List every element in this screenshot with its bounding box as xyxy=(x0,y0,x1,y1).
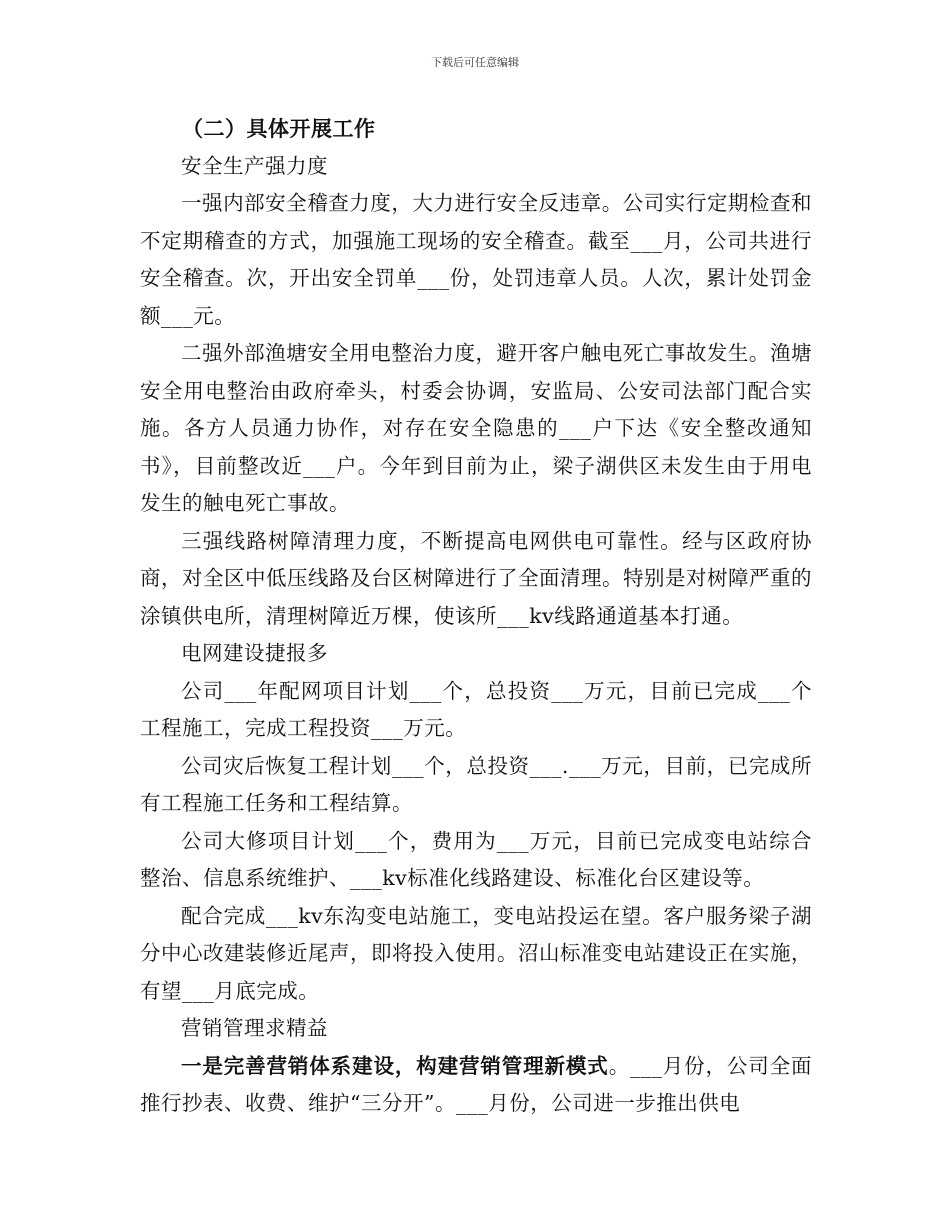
paragraph: 公司灾后恢复工程计划___个，总投资___.___万元，目前，已完成所有工程施工任务和工程结算。 xyxy=(140,753,812,815)
bold-lead-text: 一是完善营销体系建设，构建营销管理新模式 xyxy=(181,1053,609,1078)
document-body xyxy=(140,110,812,1123)
paragraph: 公司___年配网项目计划___个，总投资___万元，目前已完成___个工程施工，完成工程投资___万元。 xyxy=(140,678,812,740)
paragraph: 三强线路树障清理力度，不断提高电网供电可靠性。经与区政府协商，对全区中低压线路及台区树障进行了全面清理。特别是对树障严重的涂镇供电所，清理树障近万棵，使该所___kv线路通道基本打通。 xyxy=(140,528,812,628)
page-header: 下载后可任意编辑 xyxy=(431,56,519,69)
subsection-title-safety: 安全生产强力度 xyxy=(181,153,328,178)
subsection-title-marketing: 营销管理求精益 xyxy=(181,1016,328,1040)
paragraph xyxy=(140,1048,812,1123)
paragraph: 一强内部安全稽查力度，大力进行安全反违章。公司实行定期检查和不定期稽查的方式，加强施工现场的安全稽查。截至___月，公司共进行安全稽查。次，开出安全罚单___份，处罚违章人员。人次，累计处罚金额___元。 xyxy=(140,191,812,328)
section-title: （二）具体开展工作 xyxy=(182,116,376,141)
paragraph: 配合完成___kv东沟变电站施工，变电站投运在望。客户服务梁子湖分中心改建装修近尾声，即将投入使用。沼山标准变电站建设正在实施，有望___月底完成。 xyxy=(140,903,812,1003)
paragraph-text: 。___月份，公司全面推行抄表、收费、维护“三分开”。___月份，公司进一步推出供电 xyxy=(140,1053,813,1115)
subsection-title-grid: 电网建设捷报多 xyxy=(181,641,328,665)
paragraph: 公司大修项目计划___个，费用为___万元，目前已完成变电站综合整治、信息系统维护、___kv标准化线路建设、标准化台区建设等。 xyxy=(140,828,812,890)
paragraph: 二强外部渔塘安全用电整治力度，避开客户触电死亡事故发生。渔塘安全用电整治由政府牵头，村委会协调，安监局、公安司法部门配合实施。各方人员通力协作，对存在安全隐患的___户下达《安全整改通知书》，目前整改近___户。今年到目前为止，梁子湖供区未发生由于用电发生的触电死亡事故。 xyxy=(140,341,812,515)
